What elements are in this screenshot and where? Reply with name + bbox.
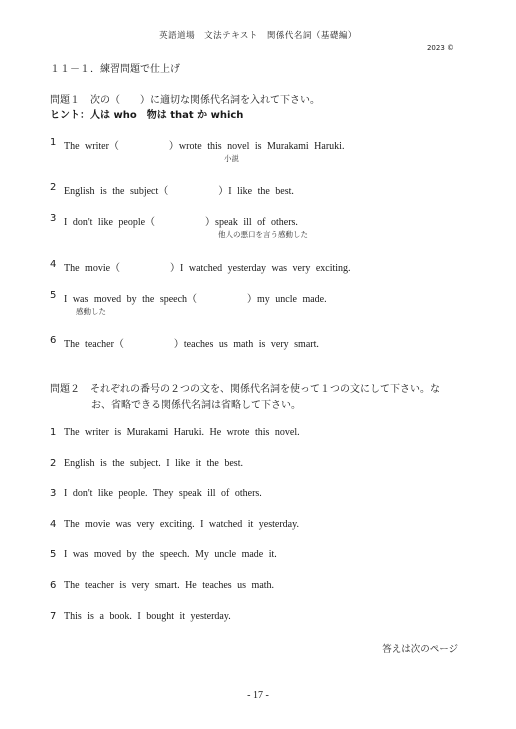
q1-item-1-number: 1 (50, 137, 57, 148)
q1-item-1-text: The writer（ ）wrote this novel is Murakami Haruki. (64, 141, 345, 152)
q1-item-5-text: I was moved by the speech（ ）my uncle made. (64, 294, 327, 305)
page-header: 英語道場 文法テキスト 関係代名詞（基礎編） (159, 31, 357, 41)
q2-item-7-number: 7 (50, 611, 57, 622)
q1-item-5-number: 5 (50, 290, 57, 301)
answers-next-page-note: 答えは次のページ (382, 644, 458, 655)
q2-item-1-text: The writer is Murakami Haruki. He wrote this novel. (64, 427, 300, 438)
q1-item-3-note: 他人の悪口を言う感動した (218, 230, 308, 239)
q1-hint: ヒント：人は who 物は that か which (50, 110, 244, 121)
q1-item-6-number: 6 (50, 335, 57, 346)
page-number: - 17 - (247, 690, 269, 701)
copyright-year: 2023 © (426, 44, 454, 52)
q2-item-3-text: I don't like people. They speak ill of others. (64, 488, 262, 499)
q1-item-3-number: 3 (50, 213, 57, 224)
q2-item-4-number: 4 (50, 519, 57, 530)
q2-item-5-text: I was moved by the speech. My uncle made it. (64, 549, 277, 560)
q2-item-3-number: 3 (50, 488, 57, 499)
q2-item-4-text: The movie was very exciting. I watched it yesterday. (64, 519, 299, 530)
q1-item-1-note: 小説 (224, 154, 239, 163)
q1-item-4-number: 4 (50, 259, 57, 270)
q1-item-4-text: The movie（ ）I watched yesterday was very exciting. (64, 263, 351, 274)
q2-item-5-number: 5 (50, 549, 57, 560)
q2-item-2-number: 2 (50, 458, 57, 469)
q1-item-2-text: English is the subject（ ）I like the best. (64, 186, 294, 197)
q2-item-6-number: 6 (50, 580, 57, 591)
q1-item-2-number: 2 (50, 182, 57, 193)
q1-item-3-text: I don't like people（ ）speak ill of others. (64, 217, 298, 228)
q1-instruction: 問題１ 次の（ ）に適切な関係代名詞を入れて下さい。 (50, 95, 320, 106)
q2-instruction-line-1: 問題２ それぞれの番号の２つの文を、関係代名詞を使って１つの文にして下さい。な (50, 384, 440, 395)
q2-item-7-text: This is a book. I bought it yesterday. (64, 611, 231, 622)
q2-item-2-text: English is the subject. I like it the best. (64, 458, 243, 469)
q1-item-5-note: 感動した (76, 307, 106, 316)
q2-item-6-text: The teacher is very smart. He teaches us math. (64, 580, 275, 591)
q2-item-1-number: 1 (50, 427, 57, 438)
q1-item-6-text: The teacher（ ）teaches us math is very smart. (64, 339, 319, 350)
section-title: １１－１．練習問題で仕上げ (50, 64, 180, 75)
q2-instruction-line-2: お、省略できる関係代名詞は省略して下さい。 (91, 400, 301, 411)
